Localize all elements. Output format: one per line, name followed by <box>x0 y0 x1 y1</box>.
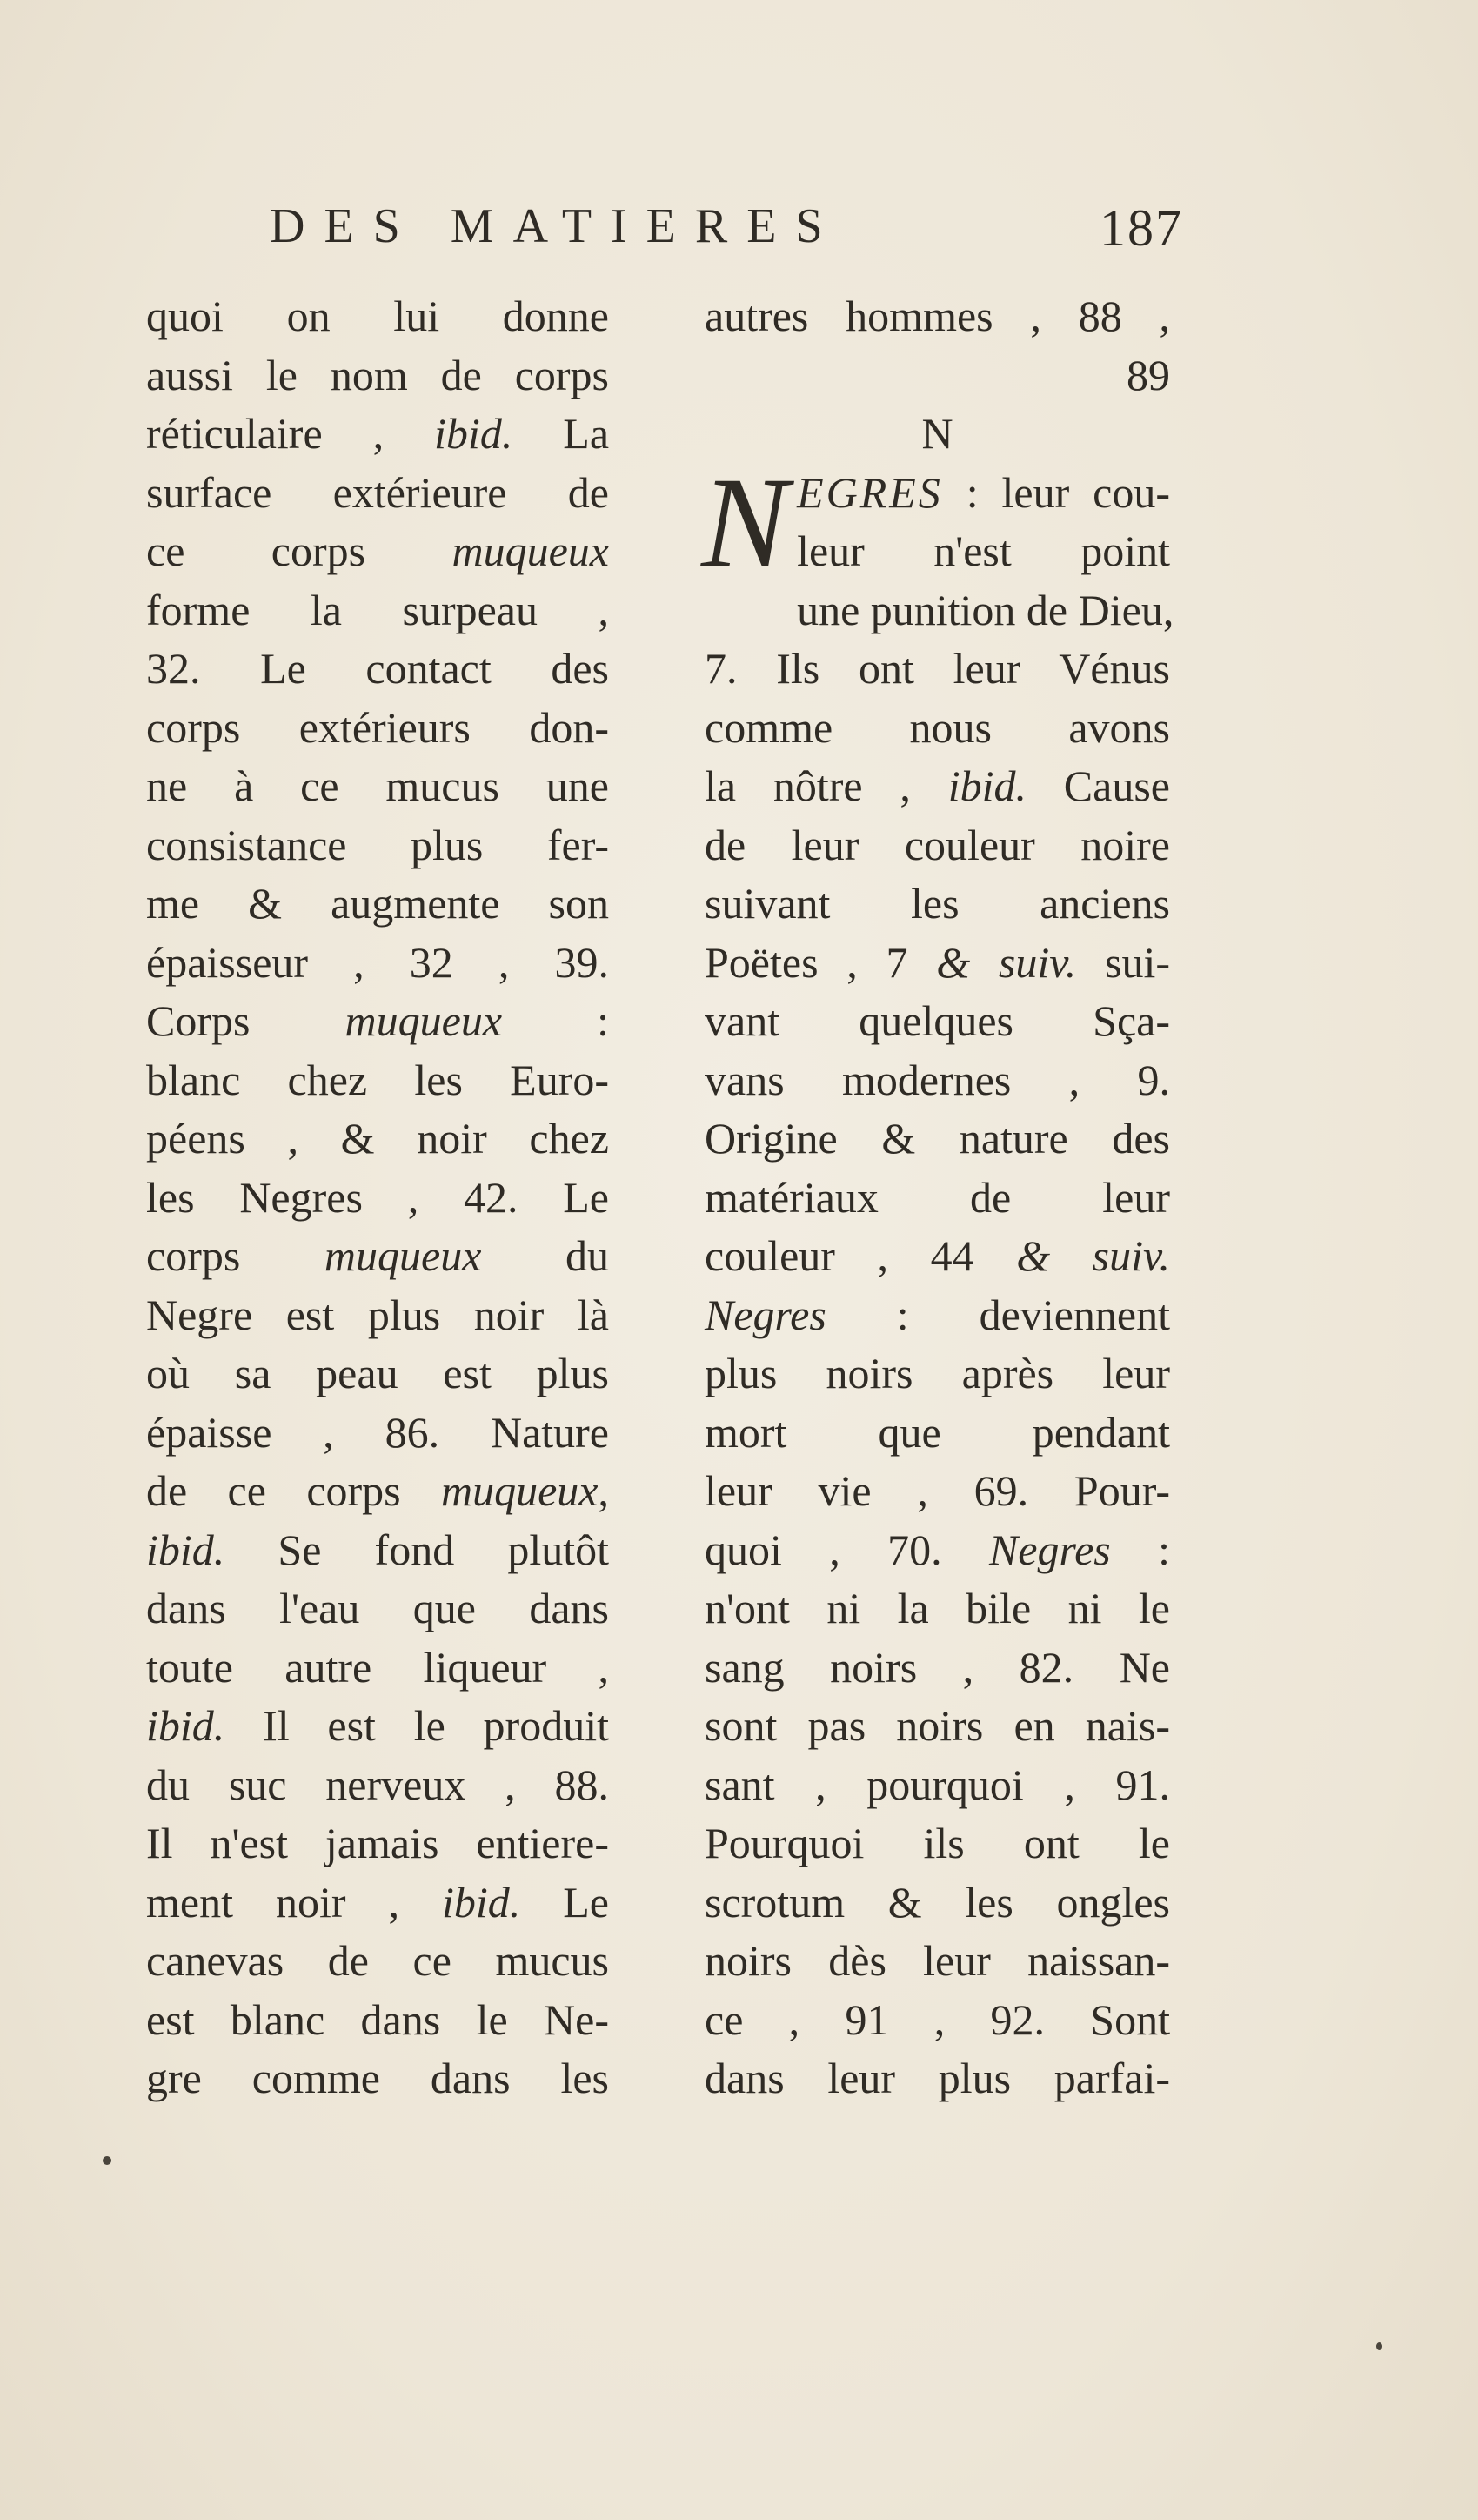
text-run: Le <box>520 1877 609 1927</box>
italic-text: & suiv. <box>1016 1231 1170 1280</box>
text-line: comme nous avons <box>705 702 1170 752</box>
text-line <box>146 405 609 464</box>
small-caps-text: EGRES <box>797 467 943 517</box>
text-run: Se fond plutôt <box>224 1525 609 1574</box>
text-run: couleur , 44 <box>705 1231 1017 1280</box>
text-line: suivant les anciens <box>705 879 1170 928</box>
text-line: N <box>921 409 953 458</box>
text-line <box>146 992 609 1051</box>
text-line: une punition de Dieu, <box>797 585 1174 634</box>
text-line <box>146 1873 609 1933</box>
text-line: de leur couleur noire <box>705 820 1170 869</box>
text-line: leur vie , 69. Pour- <box>705 1466 1170 1515</box>
italic-text: muqueux <box>344 996 503 1045</box>
running-head-title: DES MATIERES <box>270 199 842 253</box>
text-run: Il est le produit <box>224 1701 609 1750</box>
paper-speck <box>103 2156 111 2165</box>
italic-text: muqueux <box>451 526 609 575</box>
text-run: réticulaire , <box>146 409 435 458</box>
text-line: dans l'eau que dans <box>146 1584 609 1632</box>
text-line: corps extérieurs don- <box>146 702 609 752</box>
text-line: du suc nerveux , 88. <box>146 1759 609 1809</box>
text-line <box>705 1286 1170 1345</box>
text-run: de ce corps <box>146 1466 441 1515</box>
text-line: 32. Le contact des <box>146 644 609 693</box>
text-line: aussi le nom de corps <box>146 350 609 399</box>
italic-text: muqueux <box>441 1466 599 1515</box>
text-line: canevas de ce mucus <box>146 1936 609 1985</box>
italic-text: ibid. <box>441 1877 521 1927</box>
text-run: La <box>512 409 610 458</box>
text-line: épaisse , 86. Nature <box>146 1407 609 1457</box>
text-run: ment noir , <box>146 1877 442 1927</box>
text-line <box>146 1462 609 1521</box>
text-line <box>146 1521 609 1580</box>
text-run: sui- <box>1076 937 1170 987</box>
text-line <box>705 757 1170 816</box>
text-line: plus noirs après leur <box>705 1349 1170 1397</box>
text-line: autres hommes , 88 , <box>705 292 1170 340</box>
text-line: scrotum & les ongles <box>705 1877 1170 1927</box>
text-line: dans leur plus parfai- <box>705 2054 1170 2102</box>
italic-text: muqueux <box>324 1231 482 1280</box>
text-line: leur n'est point <box>797 526 1170 575</box>
text-line: épaisseur , 32 , 39. <box>146 937 609 987</box>
text-run: Cause <box>1027 761 1170 810</box>
text-line: 7. Ils ont leur Vénus <box>705 644 1170 693</box>
entry-negres <box>701 450 1170 595</box>
text-line: Origine & nature des <box>705 1114 1170 1163</box>
italic-text: Negres <box>988 1525 1111 1574</box>
index-column-left <box>146 287 609 2108</box>
text-run: la nôtre , <box>705 761 948 810</box>
text-line: consistance plus fer- <box>146 820 609 869</box>
text-run: corps <box>146 1231 324 1280</box>
italic-text: & suiv. <box>936 937 1077 987</box>
text-line: Negre est plus noir là <box>146 1290 609 1339</box>
text-run: Corps <box>146 996 345 1045</box>
text-line <box>146 1227 609 1286</box>
italic-text: ibid. <box>947 761 1027 810</box>
text-line: forme la surpeau , <box>146 585 609 634</box>
text-run: : <box>502 996 609 1045</box>
text-line: ne à ce mucus une <box>146 761 609 810</box>
text-run: Poëtes , 7 <box>705 937 937 987</box>
italic-text: ibid. <box>146 1701 225 1750</box>
text-run: : <box>1110 1525 1170 1574</box>
text-run: du <box>481 1231 609 1280</box>
text-line: vans modernes , 9. <box>705 1055 1170 1104</box>
text-line: me & augmente son <box>146 879 609 928</box>
text-run: , <box>598 1466 609 1515</box>
text-line: Pourquoi ils ont le <box>705 1819 1170 1867</box>
running-head <box>270 198 1183 268</box>
text-line: est blanc dans le Ne- <box>146 1994 609 2044</box>
text-run: : deviennent <box>826 1290 1170 1339</box>
text-line: sont pas noirs en nais- <box>705 1701 1170 1750</box>
text-run: : leur cou- <box>942 467 1170 517</box>
text-line: 89 <box>1127 350 1170 399</box>
text-line: matériaux de leur <box>705 1172 1170 1222</box>
text-line <box>705 1521 1170 1580</box>
text-line: quoi on lui donne <box>146 292 609 340</box>
paper-speck <box>1376 2342 1382 2350</box>
text-line: blanc chez les Euro- <box>146 1055 609 1104</box>
text-line: noirs dès leur naissan- <box>705 1936 1170 1985</box>
text-line <box>705 934 1170 993</box>
text-run: ce corps <box>146 526 452 575</box>
italic-text: Negres <box>705 1290 826 1339</box>
text-line: sant , pourquoi , 91. <box>705 1759 1170 1809</box>
text-line: ce , 91 , 92. Sont <box>705 1994 1170 2044</box>
text-line: Il n'est jamais entiere- <box>146 1819 609 1867</box>
text-run: quoi , 70. <box>705 1525 989 1574</box>
text-line: vant quelques Sça- <box>705 996 1170 1045</box>
text-line: péens , & noir chez <box>146 1114 609 1163</box>
text-line: toute autre liqueur , <box>146 1642 609 1692</box>
text-line: surface extérieure de <box>146 467 609 517</box>
index-column-right <box>701 287 1174 2108</box>
italic-text: ibid. <box>146 1525 225 1574</box>
drop-cap: N <box>701 450 789 595</box>
text-line: n'ont ni la bile ni le <box>705 1584 1170 1632</box>
text-line: où sa peau est plus <box>146 1349 609 1397</box>
text-line: les Negres , 42. Le <box>146 1172 609 1222</box>
page-number: 187 <box>1100 199 1183 257</box>
text-line <box>146 522 609 581</box>
italic-text: ibid. <box>434 409 513 458</box>
text-line <box>705 1227 1170 1286</box>
text-line: sang noirs , 82. Ne <box>705 1642 1170 1692</box>
text-line: mort que pendant <box>705 1407 1170 1457</box>
text-line <box>146 1697 609 1756</box>
text-line: gre comme dans les <box>146 2054 609 2102</box>
